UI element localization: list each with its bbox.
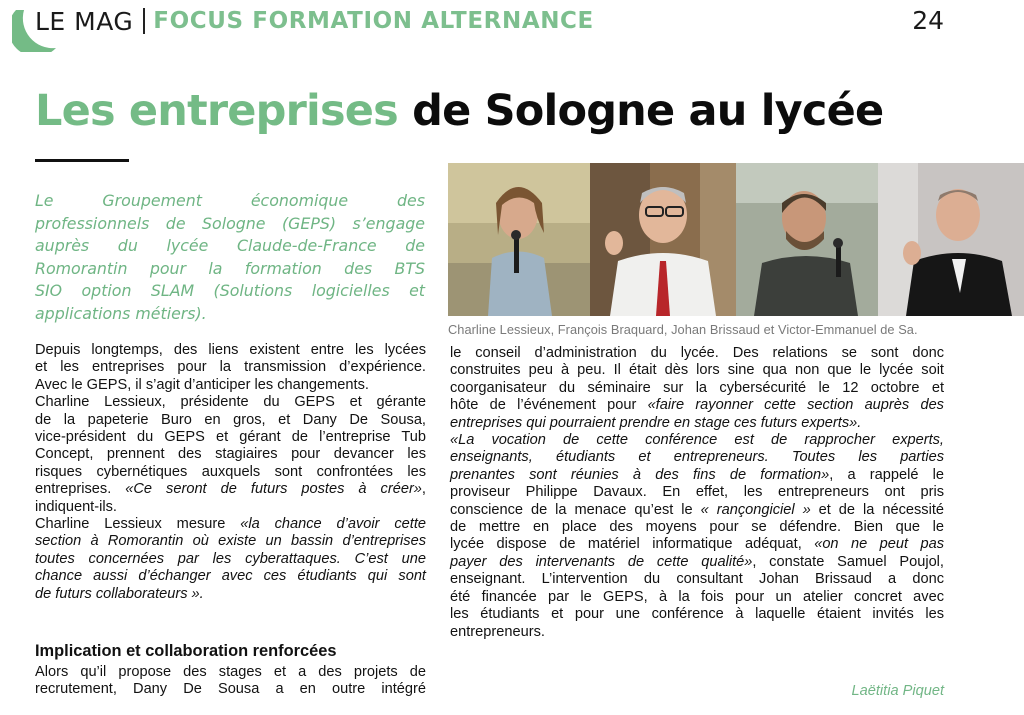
photo-speaker-1	[448, 163, 590, 316]
body-text: entreprises.	[35, 481, 126, 498]
body-line: vice-président du GEPS et gérant de l’entreprise Tub	[35, 429, 426, 446]
body-line: construites peu à peu. Il était dès lors sine qua non que le lycée soit	[450, 362, 944, 379]
lead-line: SIO option SLAM (Solutions logicielles et	[35, 281, 425, 301]
body-line: de la papeterie Buro en gros, et Dany De Sousa,	[35, 411, 426, 428]
section-subheading: Implication et collaboration renforcées	[35, 642, 337, 660]
quote-text: «on ne peut pas	[814, 536, 945, 553]
lead-line: applications métiers).	[35, 303, 207, 323]
body-line: le conseil d’administration du lycée. Des relations se sont donc	[450, 345, 944, 361]
quote-text: «la chance d’avoir cette	[240, 516, 426, 533]
quote-line: entreprises qui pourraient prendre en stage ces futurs experts».	[450, 414, 862, 431]
article-lead	[35, 190, 425, 326]
header-divider	[143, 8, 145, 34]
body-line: proviseur Philippe Davaux. En effet, les entrepreneurs ont pris	[450, 484, 944, 501]
body-line: coorganisateur du séminaire sur la cybersécurité le 12 octobre et	[450, 379, 944, 396]
body-text: conscience de la menace qu’est le	[450, 501, 701, 518]
body-line: Charline Lessieux, présidente du GEPS et gérante	[35, 394, 426, 411]
quote-text: «Ce seront de futurs postes à créer»	[125, 481, 422, 498]
body-line	[450, 554, 944, 571]
quote-text: payer des intervenants de cette qualité»	[450, 553, 753, 570]
body-line	[35, 481, 426, 498]
body-line: de mettre en place des moyens pour se défendre. Bien que le	[450, 519, 944, 536]
lead-line: auprès du lycée Claude-de-France de	[35, 236, 425, 256]
body-line: entrepreneurs.	[450, 623, 545, 640]
quote-line: chance aussi d’échanger avec ces étudiants qui sont	[35, 568, 426, 585]
brand-label: LE MAG	[35, 6, 134, 36]
body-line: indiquent-ils.	[35, 498, 117, 515]
photo-speaker-4	[878, 163, 1024, 316]
quote-text: prenantes sont réunies à des fins de formation»	[450, 466, 830, 483]
body-text: , constate Samuel Poujol,	[752, 553, 944, 570]
quote-line: «La vocation de cette conférence est de rapprocher experts,	[450, 432, 944, 449]
lead-line: Romorantin pour la formation des BTS	[35, 258, 425, 278]
photo-speaker-2	[590, 163, 736, 316]
article-photo	[448, 163, 1024, 316]
article-column-1-continued	[35, 664, 426, 699]
article-title	[35, 86, 883, 136]
body-line: Concept, prennent des stagiaires pour devancer les	[35, 446, 426, 463]
body-line: Depuis longtemps, des liens existent entre les lycées	[35, 342, 426, 358]
quote-text: « rançongiciel »	[700, 501, 811, 518]
quote-line: toutes concernées par les cyberattaques. C’est une	[35, 550, 426, 567]
title-highlight: Les entreprises	[35, 86, 398, 136]
body-line: et les entreprises pour la transmission d’expérience.	[35, 359, 426, 376]
body-text: , a rappelé le	[829, 466, 944, 483]
body-line: recrutement, Dany De Sousa a en outre intégré	[35, 681, 426, 698]
article-author: Laëtitia Piquet	[851, 683, 944, 699]
lead-line: Le Groupement économique des	[35, 191, 425, 210]
body-line: enseignant. L’intervention du consultant Johan Brissaud a donc	[450, 571, 944, 588]
body-line: Alors qu’il propose des stages et a des projets de	[35, 664, 426, 680]
body-text: hôte de l’événement pour	[450, 397, 648, 414]
body-line	[450, 502, 944, 519]
body-line	[35, 516, 426, 533]
quote-line: enseignants, étudiants et entrepreneurs. Toutes les parties	[450, 449, 944, 466]
body-line	[450, 397, 944, 414]
quote-line: section à Romorantin où existe un bassin d’entreprises	[35, 533, 426, 550]
lead-line: professionnels de Sologne (GEPS) s’engage	[35, 213, 425, 233]
body-text: Charline Lessieux mesure	[35, 516, 241, 533]
photo-caption: Charline Lessieux, François Braquard, Johan Brissaud et Victor-Emmanuel de Sa.	[448, 322, 918, 337]
page-number: 24	[912, 6, 944, 35]
title-rest: de Sologne au lycée	[412, 86, 884, 136]
body-line: Avec le GEPS, il s’agit d’anticiper les changements.	[35, 376, 369, 393]
photo-speaker-3	[736, 163, 878, 316]
body-text: ,	[421, 481, 426, 498]
body-text: lycée dispose de matériel informatique adéquat,	[450, 536, 815, 553]
article-column-2	[450, 345, 944, 641]
section-label: FOCUS FORMATION ALTERNANCE	[153, 8, 594, 34]
body-line	[450, 536, 944, 553]
header-bar	[35, 6, 594, 36]
quote-text: «faire rayonner cette section auprès des	[647, 397, 944, 414]
article-column-1	[35, 342, 426, 603]
title-rule	[35, 159, 129, 162]
quote-line: de futurs collaborateurs ».	[35, 585, 204, 602]
body-line: été financée par le GEPS, à la fois pour un atelier concret avec	[450, 588, 944, 605]
body-line	[450, 467, 944, 484]
body-line: risques cybernétiques auxquels sont confrontées les	[35, 463, 426, 480]
body-text: et de la nécessité	[810, 501, 944, 518]
body-line: les étudiants et pour une conférence à laquelle étaient invités les	[450, 606, 944, 623]
